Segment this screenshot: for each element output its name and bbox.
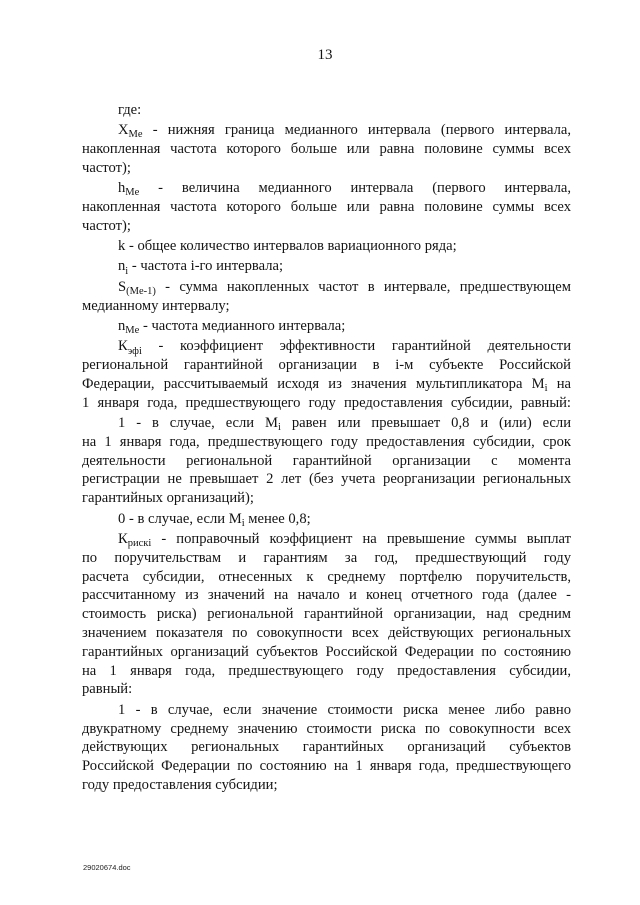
- text-line: [82, 278, 571, 297]
- text-line: значением показателя по совокупности всех действующих региональных: [82, 625, 571, 642]
- text-line: на 1 января года, предшествующего году предоставления субсидии,: [82, 662, 571, 679]
- text-line: накопленная частота которого больше или равна половине суммы всех: [82, 140, 571, 157]
- line-text: на: [547, 375, 571, 392]
- page-number: 13: [317, 47, 333, 63]
- formula-symbol: К: [118, 531, 128, 548]
- formula-subscript: i: [241, 518, 245, 530]
- text-line: где:: [118, 101, 142, 118]
- text-line: деятельности региональной гарантийной организации с момента: [82, 452, 571, 469]
- formula-subscript: Me: [125, 187, 140, 199]
- text-line: году предоставления субсидии;: [82, 777, 278, 794]
- text-line: регистрации не превышает 2 лет (без учета реорганизации региональных: [82, 471, 571, 488]
- text-line: [82, 530, 571, 549]
- formula-subscript: Me: [125, 325, 140, 337]
- text-line: [82, 337, 571, 356]
- text-line: гарантийных организаций субъектов Российской Федерации по состоянию: [82, 643, 571, 660]
- text-line: рассчитанному из значений на начало и конец отчетного года (далее -: [82, 587, 571, 604]
- definition-x-me: [82, 121, 571, 177]
- formula-subscript: i: [278, 422, 281, 434]
- formula-subscript: i: [125, 265, 129, 277]
- text-line: [82, 317, 571, 336]
- condition-k-ef-one: [82, 414, 571, 508]
- formula-subscript: i: [544, 383, 548, 395]
- line-text: - частота медианного интервала;: [139, 317, 346, 334]
- footer-file-name: 29020674.doc: [83, 863, 131, 872]
- text-line: равный:: [82, 681, 133, 698]
- definition-k: [82, 237, 571, 256]
- formula-subscript: рискi: [127, 538, 152, 550]
- definition-n-me: [82, 317, 571, 336]
- formula-symbol: S: [118, 278, 127, 295]
- text-line: 1 января года, предшествующего году предоставления субсидии, равный:: [82, 394, 571, 411]
- definition-s-me-1: [82, 278, 571, 316]
- text-line: Российской Федерации по состоянию на 1 января года, предшествующего: [82, 758, 571, 775]
- text-line: [82, 121, 571, 140]
- line-text: 0 - в случае, если M: [118, 510, 242, 527]
- definition-k-ef: [82, 337, 571, 412]
- text-line: на 1 января года, предшествующего году предоставления субсидии, срок: [82, 433, 571, 450]
- text-line: медианному интервалу;: [82, 297, 230, 314]
- formula-symbol: X: [118, 121, 129, 138]
- line-text: Федерации, рассчитываемый исходя из значения мультипликатора M: [82, 375, 545, 392]
- text-line: накопленная частота которого больше или равна половине суммы всех: [82, 198, 571, 215]
- formula-subscript: (Me-1): [126, 286, 156, 298]
- text-line: k - общее количество интервалов вариационного ряда;: [118, 237, 457, 254]
- condition-k-ef-zero: [82, 510, 571, 529]
- text-line: частот);: [82, 217, 131, 234]
- text-line: стоимость риска) региональной гарантийной организации, над средним: [82, 606, 571, 623]
- text-line: по поручительствам и гарантиям за год, предшествующий году: [82, 549, 571, 566]
- formula-symbol: h: [118, 179, 126, 196]
- line-text: - сумма накопленных частот в интервале, предшествующем: [155, 278, 571, 295]
- text-line: [82, 375, 571, 394]
- formula-symbol: К: [118, 338, 128, 355]
- line-text: - поправочный коэффициент на превышение суммы выплат: [151, 531, 571, 548]
- formula-subscript: Me: [128, 129, 143, 141]
- formula-subscript: эфi: [127, 345, 142, 357]
- condition-k-risk-one: [82, 701, 571, 795]
- text-line: [82, 179, 571, 198]
- text-line: [82, 257, 571, 276]
- line-text: - величина медианного интервала (первого интервала,: [139, 179, 571, 196]
- line-text: - коэффициент эффективности гарантийной деятельности: [141, 338, 571, 355]
- definition-h-me: [82, 179, 571, 235]
- formula-symbol: n: [118, 317, 126, 334]
- text-line: действующих региональных гарантийных организаций субъектов: [82, 739, 571, 756]
- line-text: менее 0,8;: [244, 510, 311, 527]
- line-text: 1 - в случае, если M: [118, 415, 278, 432]
- text-line: региональной гарантийной организации в i-м субъекте Российской: [82, 357, 571, 374]
- text-line: [82, 414, 571, 433]
- paragraph-intro: [82, 101, 571, 120]
- text-line: гарантийных организаций);: [82, 490, 254, 507]
- text-line: частот);: [82, 159, 131, 176]
- line-text: равен или превышает 0,8 и (или) если: [280, 415, 571, 432]
- formula-symbol: n: [118, 258, 126, 275]
- text-line: [82, 510, 571, 529]
- text-line: расчета субсидии, отнесенных к среднему портфелю поручительств,: [82, 568, 571, 585]
- document-body: [82, 101, 571, 795]
- definition-k-risk: [82, 530, 571, 699]
- definition-n-i: [82, 257, 571, 276]
- line-text: - частота i-го интервала;: [128, 258, 284, 275]
- line-text: - нижняя граница медианного интервала (первого интервала,: [142, 121, 571, 138]
- text-line: 1 - в случае, если значение стоимости риска менее либо равно: [118, 701, 571, 718]
- text-line: двукратному среднему значению стоимости риска по совокупности всех: [82, 720, 571, 737]
